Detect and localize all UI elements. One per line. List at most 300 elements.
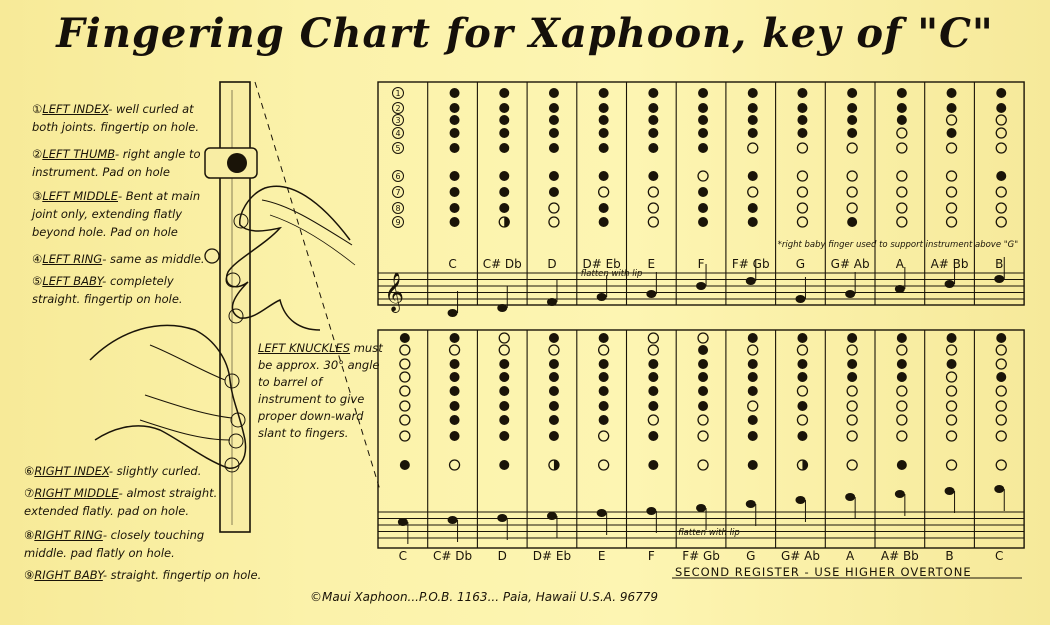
lower-hole-closed [599,415,609,425]
lower-hole-closed [797,431,807,441]
upper-hole-closed [648,143,658,153]
upper-hole-open [947,187,957,197]
upper-note-head [795,295,805,303]
upper-hole-closed [499,143,509,153]
lower-hole-closed [648,401,658,411]
lower-hole-closed [648,372,658,382]
upper-hole-open [648,217,658,227]
lower-hole-closed [748,460,758,470]
upper-hole-open [549,203,559,213]
hole-number-label: 9 [395,218,401,227]
lower-hole-open [897,386,907,396]
upper-hole-closed [648,88,658,98]
lower-hole-open [400,359,410,369]
lower-hole-closed [450,431,460,441]
footer-address: ©Maui Xaphoon...P.O.B. 1163... Paia, Hawaii U.S.A. 96779 [310,590,659,604]
upper-hole-open [996,115,1006,125]
upper-hole-closed [748,115,758,125]
lower-hole-closed [748,333,758,343]
lower-note-label: A [846,549,855,563]
lower-hole-closed [897,333,907,343]
lower-hole-closed [400,460,410,470]
instruction-name: RIGHT RING [34,528,103,542]
lower-note-head [448,516,458,524]
upper-note-head [945,280,955,288]
chart-title: Fingering Chart for Xaphoon, key of "C" [56,10,994,57]
instruction-left-middle: ③LEFT MIDDLE- Bent at main joint only, extending flatly beyond hole. Pad on hole [32,189,201,239]
lower-hole-closed [499,460,509,470]
lower-hole-open [947,401,957,411]
upper-note-label: C# Db [482,257,522,271]
upper-hole-closed [947,103,957,113]
lower-hole-open [996,386,1006,396]
upper-hole-open [748,143,758,153]
upper-hole-open [549,217,559,227]
upper-hole-closed [549,143,559,153]
flatten-label-upper: flatten with lip [580,269,643,279]
lower-hole-open [450,345,460,355]
lower-note-head [597,509,607,517]
upper-hole-closed [698,187,708,197]
hole-number-label: 1 [395,89,401,98]
lower-hole-closed [499,415,509,425]
upper-hole-open [599,187,609,197]
lower-hole-closed [748,359,758,369]
instruction-name: LEFT BABY [42,274,103,288]
lower-hole-open [996,345,1006,355]
instruction-name: LEFT RING [42,252,103,266]
lower-hole-open [996,460,1006,470]
upper-note-label: G# Ab [830,257,870,271]
upper-hole-closed [549,88,559,98]
lower-hole-closed [450,333,460,343]
lower-hole-open [897,401,907,411]
lower-note-label: C# Db [432,549,473,563]
lower-hole-open [698,460,708,470]
lower-hole-closed [599,359,609,369]
lower-hole-closed [499,431,509,441]
upper-note-head [895,285,905,293]
upper-hole-open [947,115,957,125]
treble-clef-icon: 𝄞 [384,272,405,312]
lower-hole-open [499,333,509,343]
upper-hole-closed [748,103,758,113]
lower-hole-closed [648,460,658,470]
lower-hole-open [698,415,708,425]
hole-number-label: 2 [395,104,401,113]
lower-hole-open [847,431,857,441]
upper-hole-closed [599,128,609,138]
upper-hole-closed [947,88,957,98]
lower-hole-closed [648,386,658,396]
upper-hole-open [947,171,957,181]
lower-note-label: E [597,549,606,563]
upper-note-label: A [895,257,904,271]
upper-hole-closed [797,88,807,98]
lower-hole-closed [847,359,857,369]
lower-hole-open [648,345,658,355]
lower-hole-closed [698,359,708,369]
upper-hole-closed [599,143,609,153]
lower-note-label: B [945,549,954,563]
lower-hole-closed [549,372,559,382]
lower-hole-open [797,415,807,425]
upper-note-head [746,277,756,285]
instruction-name: RIGHT MIDDLE [34,486,119,500]
upper-hole-closed [698,103,708,113]
lower-hole-closed [897,372,907,382]
hole-number-label: 8 [395,204,401,213]
lower-note-label: F [647,549,655,563]
lower-note-head [497,514,507,522]
lower-hole-open [400,386,410,396]
lower-hole-closed [499,401,509,411]
lower-hole-closed [499,359,509,369]
lower-hole-open [599,345,609,355]
upper-note-head [994,275,1004,283]
upper-hole-closed [698,143,708,153]
lower-note-label: F# Gb [682,549,720,563]
lower-note-label: G# Ab [780,549,820,563]
upper-hole-open [847,171,857,181]
upper-hole-closed [748,88,758,98]
upper-hole-open [797,187,807,197]
upper-hole-closed [549,128,559,138]
upper-hole-closed [748,128,758,138]
lower-hole-open [947,460,957,470]
lower-note-label: D [497,549,507,563]
upper-note-label: G [795,257,806,271]
lower-hole-open [797,386,807,396]
upper-hole-closed [698,128,708,138]
upper-hole-open [897,128,907,138]
upper-hole-closed [499,203,509,213]
upper-hole-closed [847,217,857,227]
upper-note-label: C [448,257,457,271]
upper-note-head [497,304,507,312]
upper-hole-closed [499,171,509,181]
lower-hole-closed [499,386,509,396]
flatten-label-lower: flatten with lip [678,528,740,538]
lower-hole-closed [897,460,907,470]
upper-hole-closed [996,88,1006,98]
upper-hole-closed [847,88,857,98]
instruction-name: LEFT INDEX [42,102,109,116]
lower-note-head [696,504,706,512]
upper-note-label: E [647,257,656,271]
upper-hole-closed [499,128,509,138]
upper-note-head [547,298,557,306]
upper-hole-closed [599,171,609,181]
upper-hole-open [996,143,1006,153]
lower-hole-open [400,401,410,411]
lower-hole-closed [748,431,758,441]
upper-hole-closed [748,203,758,213]
upper-hole-closed [947,128,957,138]
lower-hole-open [648,415,658,425]
upper-hole-closed [450,128,460,138]
lower-hole-open [947,386,957,396]
upper-hole-open [897,143,907,153]
lower-hole-closed [947,333,957,343]
lower-hole-open [996,359,1006,369]
lower-note-head [398,518,408,526]
lower-hole-closed [549,333,559,343]
upper-hole-closed [499,103,509,113]
upper-hole-open [797,203,807,213]
upper-hole-closed [599,217,609,227]
upper-hole-open [847,187,857,197]
lower-hole-open [400,431,410,441]
upper-hole-closed [549,103,559,113]
hole-number-label: 3 [395,116,401,125]
lower-hole-open [748,345,758,355]
upper-hole-open [847,143,857,153]
lower-hole-open [797,345,807,355]
lower-hole-closed [797,401,807,411]
upper-hole-open [996,203,1006,213]
lower-hole-closed [797,372,807,382]
upper-hole-closed [648,128,658,138]
lower-note-head [795,496,805,504]
upper-hole-open [797,217,807,227]
lower-hole-closed [549,431,559,441]
second-register-note: SECOND REGISTER - USE HIGHER OVERTONE [675,565,972,579]
lower-hole-closed [797,359,807,369]
lower-hole-closed [748,415,758,425]
upper-hole-closed [549,171,559,181]
instruction-left-baby: ⑤LEFT BABY- completely straight. fingertip on hole. [32,274,183,306]
lower-hole-open [400,372,410,382]
lower-hole-open [947,431,957,441]
upper-hole-open [996,217,1006,227]
lower-hole-closed [996,333,1006,343]
upper-hole-closed [599,203,609,213]
upper-hole-closed [648,171,658,181]
lower-hole-open [847,386,857,396]
lower-hole-open [599,460,609,470]
upper-note-label: F [697,257,705,271]
upper-hole-closed [897,88,907,98]
lower-hole-closed [698,386,708,396]
lower-hole-closed [748,386,758,396]
instruction-left-ring: ④LEFT RING- same as middle. [32,252,205,266]
lower-hole-open [400,345,410,355]
upper-hole-open [897,217,907,227]
lower-note-head [994,485,1004,493]
upper-hole-closed [797,103,807,113]
lower-hole-open [698,431,708,441]
upper-hole-open [698,171,708,181]
lower-hole-open [996,431,1006,441]
lower-hole-closed [450,386,460,396]
lower-hole-open [996,401,1006,411]
lower-hole-open [450,460,460,470]
lower-hole-closed [450,415,460,425]
upper-hole-closed [549,115,559,125]
upper-hole-closed [996,171,1006,181]
lower-hole-closed [400,333,410,343]
hole-number-label: 7 [395,188,401,197]
upper-hole-closed [748,217,758,227]
lower-hole-closed [797,333,807,343]
upper-hole-closed [897,115,907,125]
hole-number-label: 4 [395,129,401,138]
upper-hole-closed [450,171,460,181]
lower-hole-closed [549,386,559,396]
lower-hole-closed [599,333,609,343]
lower-hole-closed [450,359,460,369]
lower-note-head [895,490,905,498]
upper-note-label: B [995,257,1004,271]
upper-hole-open [748,187,758,197]
hole-number-label: 6 [395,172,401,181]
upper-hole-closed [797,115,807,125]
upper-hole-closed [847,128,857,138]
lower-hole-open [947,415,957,425]
upper-hole-open [947,143,957,153]
upper-note-label: D# Eb [582,257,621,271]
upper-hole-closed [499,88,509,98]
lower-hole-open [748,401,758,411]
instruction-right-middle: ⑦RIGHT MIDDLE- almost straight. extended flatly. pad on hole. [24,486,218,518]
lower-hole-closed [897,359,907,369]
instruction-right-baby: ⑨RIGHT BABY- straight. fingertip on hole. [24,568,262,582]
upper-hole-closed [450,115,460,125]
upper-hole-closed [450,88,460,98]
lower-hole-open [847,345,857,355]
upper-note-label: A# Bb [930,257,969,271]
lower-hole-open [947,372,957,382]
lower-hole-closed [698,401,708,411]
upper-hole-open [897,187,907,197]
lower-note-label: A# Bb [880,549,919,563]
instruction-left-index: ①LEFT INDEX- well curled at both joints. fingertip on hole. [32,102,200,134]
lower-hole-closed [499,372,509,382]
lower-hole-open [599,431,609,441]
upper-hole-closed [450,203,460,213]
lower-note-head [945,487,955,495]
upper-hole-closed [897,103,907,113]
lower-note-head [845,493,855,501]
lower-note-head [547,512,557,520]
lower-note-label: G [746,549,756,563]
lower-hole-closed [847,372,857,382]
lower-hole-closed [698,372,708,382]
lower-hole-open [897,431,907,441]
lower-hole-open [648,333,658,343]
instruction-name: LEFT THUMB [42,147,115,161]
lower-hole-open [996,415,1006,425]
lower-hole-open [847,460,857,470]
lower-hole-closed [549,359,559,369]
lower-hole-open [847,401,857,411]
upper-hole-closed [648,115,658,125]
lower-hole-open [897,345,907,355]
upper-note-head [646,290,656,298]
lower-hole-open [400,415,410,425]
lower-note-head [746,500,756,508]
lower-hole-closed [648,359,658,369]
upper-hole-closed [698,203,708,213]
upper-hole-open [996,128,1006,138]
lower-note-head [646,507,656,515]
upper-note-head [597,293,607,301]
upper-hole-open [996,187,1006,197]
upper-hole-closed [996,103,1006,113]
upper-hole-closed [797,128,807,138]
lower-hole-closed [947,359,957,369]
upper-note-label: D [547,257,557,271]
upper-hole-closed [599,115,609,125]
upper-note-head [845,290,855,298]
instruction-name: RIGHT INDEX [34,464,109,478]
hole-number-label: 5 [395,144,401,153]
upper-hole-closed [599,88,609,98]
lower-hole-open [847,415,857,425]
upper-hole-closed [748,171,758,181]
upper-note-label: F# Gb [731,257,770,271]
upper-hole-open [897,203,907,213]
lower-hole-open [947,345,957,355]
instruction-left-thumb: ②LEFT THUMB- right angle to instrument. Pad on hole [32,147,201,179]
lower-hole-closed [450,401,460,411]
lower-hole-closed [847,333,857,343]
upper-hole-closed [450,103,460,113]
upper-hole-open [947,203,957,213]
upper-hole-closed [698,115,708,125]
lower-hole-closed [450,372,460,382]
instruction-right-ring: ⑧RIGHT RING- closely touching middle. pad flatly on hole. [24,528,205,560]
upper-note-head [696,282,706,290]
upper-hole-open [947,217,957,227]
upper-hole-open [797,143,807,153]
lower-note-label: C [398,549,408,563]
instruction-name: RIGHT BABY [34,568,103,582]
lower-hole-closed [698,345,708,355]
upper-hole-closed [499,187,509,197]
upper-hole-open [847,203,857,213]
upper-hole-closed [698,217,708,227]
lower-hole-open [897,415,907,425]
upper-note-head [448,309,458,317]
lower-hole-closed [748,372,758,382]
lower-hole-closed [599,401,609,411]
upper-hole-open [648,187,658,197]
lower-hole-closed [549,415,559,425]
upper-hole-open [897,171,907,181]
knuckles-note-name: LEFT KNUCKLES [258,341,351,355]
lower-hole-open [549,345,559,355]
upper-hole-closed [450,187,460,197]
knuckles-note-text: must be approx. 30° angle to barrel of instrument to give proper down-ward slant to fingers. [258,341,383,440]
upper-hole-closed [549,187,559,197]
upper-hole-open [648,203,658,213]
upper-hole-closed [450,217,460,227]
lower-hole-closed [648,431,658,441]
lower-hole-open [698,333,708,343]
lower-note-label: C [995,549,1004,563]
lower-note-label: D# Eb [532,549,572,563]
upper-hole-closed [648,103,658,113]
upper-hole-closed [698,88,708,98]
lower-hole-closed [599,386,609,396]
instruction-name: LEFT MIDDLE [42,189,118,203]
right-baby-support-note: *right baby finger used to support instrument above "G" [777,240,1019,250]
instruction-right-index: ⑥RIGHT INDEX- slightly curled. [24,464,202,478]
upper-hole-open [797,171,807,181]
lower-hole-closed [599,372,609,382]
